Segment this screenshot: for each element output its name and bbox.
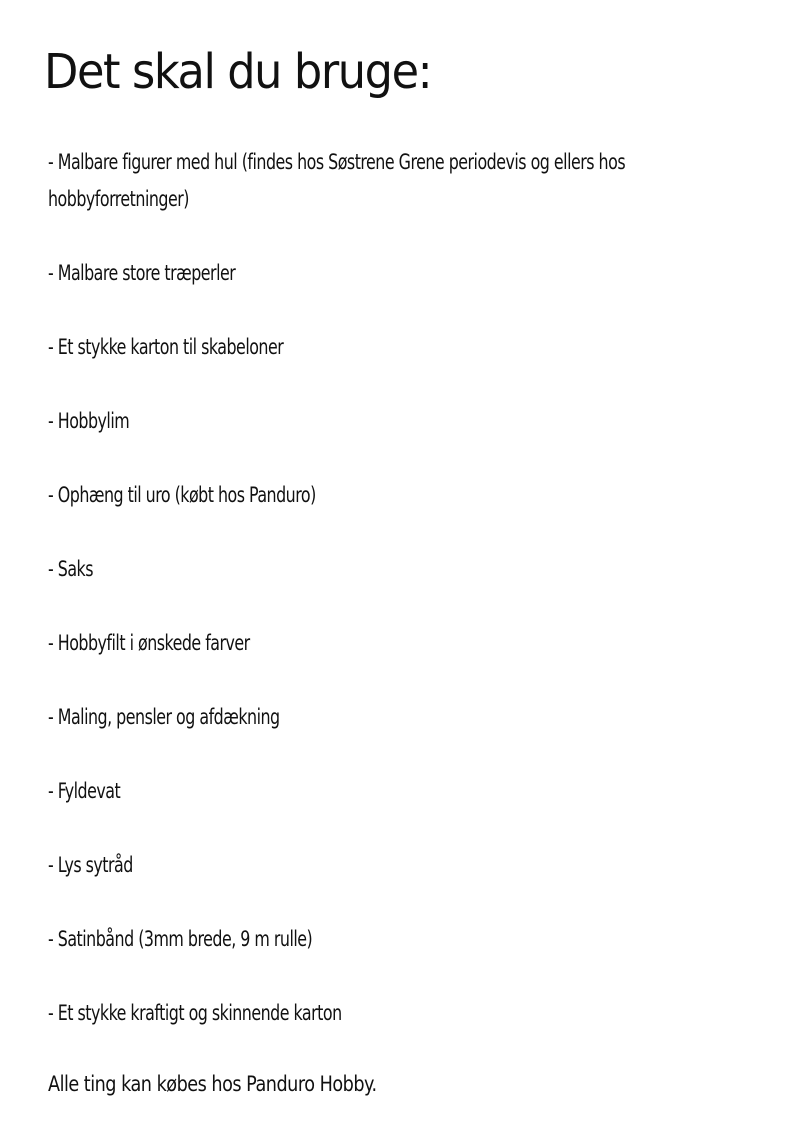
list-item: - Hobbylim bbox=[48, 409, 130, 433]
list-item: - Lys sytråd bbox=[48, 853, 133, 877]
list-item: - Maling, pensler og afdækning bbox=[48, 705, 280, 729]
list-item: - Malbare figurer med hul (findes hos Søstrene Grene periodevis og ellers hos hobbyforretninger) bbox=[48, 150, 626, 211]
footer-note: Alle ting kan købes hos Panduro Hobby. bbox=[48, 1072, 377, 1096]
list-item: - Fyldevat bbox=[48, 779, 121, 803]
list-item: - Ophæng til uro (købt hos Panduro) bbox=[48, 483, 316, 507]
list-item: - Et stykke kraftigt og skinnende karton bbox=[48, 1001, 342, 1025]
page-title: Det skal du bruge: bbox=[44, 44, 432, 100]
list-item: - Malbare store træperler bbox=[48, 261, 236, 285]
list-item: - Hobbyfilt i ønskede farver bbox=[48, 631, 250, 655]
list-item: - Et stykke karton til skabeloner bbox=[48, 335, 284, 359]
list-item: - Saks bbox=[48, 557, 94, 581]
list-item: - Satinbånd (3mm brede, 9 m rulle) bbox=[48, 927, 313, 951]
materials-list bbox=[48, 144, 748, 1032]
